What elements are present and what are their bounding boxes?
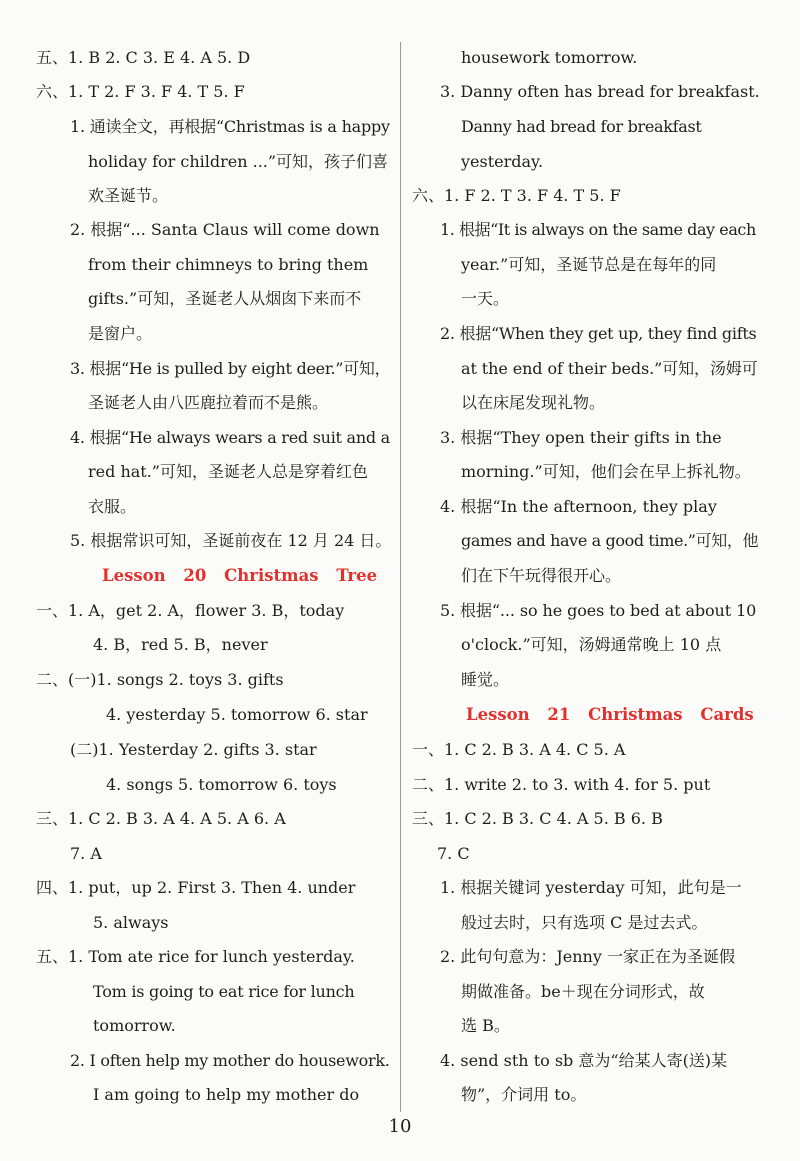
answer-line: 4. B，red 5. B，never bbox=[93, 635, 268, 654]
answer-line: 以在床尾发现礼物。 bbox=[461, 393, 606, 412]
answer-line: tomorrow. bbox=[93, 1016, 176, 1035]
answer-line: 5. 根据“... so he goes to bed at about 10 bbox=[440, 601, 757, 620]
answer-line: o'clock.”可知，汤姆通常晚上 10 点 bbox=[461, 635, 722, 654]
answer-line: 选 B。 bbox=[461, 1016, 510, 1035]
answer-line: 2. 此句句意为：Jenny 一家正在为圣诞假 bbox=[440, 947, 735, 966]
answer-line: 5. always bbox=[93, 913, 169, 932]
column-divider bbox=[400, 42, 401, 1112]
answer-line: 般过去时，只有选项 C 是过去式。 bbox=[461, 913, 708, 932]
answer-line: Tom is going to eat rice for lunch bbox=[93, 982, 355, 1001]
answer-line: 二、1. write 2. to 3. with 4. for 5. put bbox=[412, 775, 711, 794]
answer-line: 1. 通读全文，再根据“Christmas is a happy bbox=[70, 117, 390, 136]
answer-line: Danny had bread for breakfast bbox=[461, 117, 702, 136]
answer-line: 四、1. put，up 2. First 3. Then 4. under bbox=[36, 878, 356, 897]
answer-line: gifts.”可知，圣诞老人从烟囱下来而不 bbox=[88, 289, 362, 308]
answer-line: 衣服。 bbox=[88, 497, 137, 516]
answer-line: 2. I often help my mother do housework. bbox=[70, 1051, 390, 1070]
answer-line: year.”可知，圣诞节总是在每年的同 bbox=[461, 255, 717, 274]
answer-line: 4. 根据“In the afternoon, they play bbox=[440, 497, 717, 516]
answer-line: 二、(一)1. songs 2. toys 3. gifts bbox=[36, 670, 284, 689]
answer-line: 睡觉。 bbox=[461, 670, 510, 689]
answer-line: 4. yesterday 5. tomorrow 6. star bbox=[106, 705, 368, 724]
answer-line: 三、1. C 2. B 3. A 4. A 5. A 6. A bbox=[36, 809, 286, 828]
answer-line: 2. 根据“... Santa Claus will come down bbox=[70, 220, 380, 239]
answer-line: housework tomorrow. bbox=[461, 48, 638, 67]
answer-line: 物”，介词用 to。 bbox=[461, 1085, 587, 1104]
answer-line: 五、1. Tom ate rice for lunch yesterday. bbox=[36, 947, 355, 966]
answer-line: 六、1. T 2. F 3. F 4. T 5. F bbox=[36, 82, 245, 101]
lesson-heading: Lesson 20 Christmas Tree bbox=[102, 566, 378, 585]
answer-line: yesterday. bbox=[461, 152, 544, 171]
answer-line: from their chimneys to bring them bbox=[88, 255, 369, 274]
answer-line: 1. 根据关键词 yesterday 可知，此句是一 bbox=[440, 878, 742, 897]
answer-line: 一、1. A，get 2. A，flower 3. B，today bbox=[36, 601, 345, 620]
answer-line: at the end of their beds.”可知，汤姆可 bbox=[461, 359, 758, 378]
answer-line: 们在下午玩得很开心。 bbox=[461, 566, 622, 585]
page-number: 10 bbox=[388, 1116, 412, 1137]
answer-line: 五、1. B 2. C 3. E 4. A 5. D bbox=[36, 48, 251, 67]
answer-line: 欢圣诞节。 bbox=[88, 186, 169, 205]
answer-line: 期做准备。be＋现在分词形式，故 bbox=[461, 982, 705, 1001]
answer-line: 是窗户。 bbox=[88, 324, 153, 343]
answer-line: 3. 根据“He is pulled by eight deer.”可知， bbox=[70, 359, 391, 378]
lesson-heading: Lesson 21 Christmas Cards bbox=[466, 705, 754, 724]
answer-line: red hat.”可知，圣诞老人总是穿着红色 bbox=[88, 462, 368, 481]
answer-line: morning.”可知，他们会在早上拆礼物。 bbox=[461, 462, 751, 481]
answer-line: 3. 根据“They open their gifts in the bbox=[440, 428, 722, 447]
answer-line: 7. A bbox=[70, 844, 102, 863]
answer-line: 4. 根据“He always wears a red suit and a bbox=[70, 428, 390, 447]
answer-line: 六、1. F 2. T 3. F 4. T 5. F bbox=[412, 186, 621, 205]
answer-line: 圣诞老人由八匹鹿拉着而不是熊。 bbox=[88, 393, 329, 412]
answer-line: holiday for children ...”可知，孩子们喜 bbox=[88, 152, 389, 171]
answer-line: 2. 根据“When they get up, they find gifts bbox=[440, 324, 757, 343]
answer-line: (二)1. Yesterday 2. gifts 3. star bbox=[70, 740, 317, 759]
answer-line: 1. 根据“It is always on the same day each bbox=[440, 220, 756, 239]
answer-line: 5. 根据常识可知，圣诞前夜在 12 月 24 日。 bbox=[70, 531, 392, 550]
answer-line: 3. Danny often has bread for breakfast. bbox=[440, 82, 760, 101]
answer-line: 7. C bbox=[437, 844, 470, 863]
answer-line: 4. songs 5. tomorrow 6. toys bbox=[106, 775, 337, 794]
answer-line: 一天。 bbox=[461, 289, 510, 308]
answer-line: I am going to help my mother do bbox=[93, 1085, 360, 1104]
answer-line: 一、1. C 2. B 3. A 4. C 5. A bbox=[412, 740, 626, 759]
answer-line: games and have a good time.”可知，他 bbox=[461, 531, 759, 550]
answer-line: 4. send sth to sb 意为“给某人寄(送)某 bbox=[440, 1051, 728, 1070]
answer-line: 三、1. C 2. B 3. C 4. A 5. B 6. B bbox=[412, 809, 663, 828]
